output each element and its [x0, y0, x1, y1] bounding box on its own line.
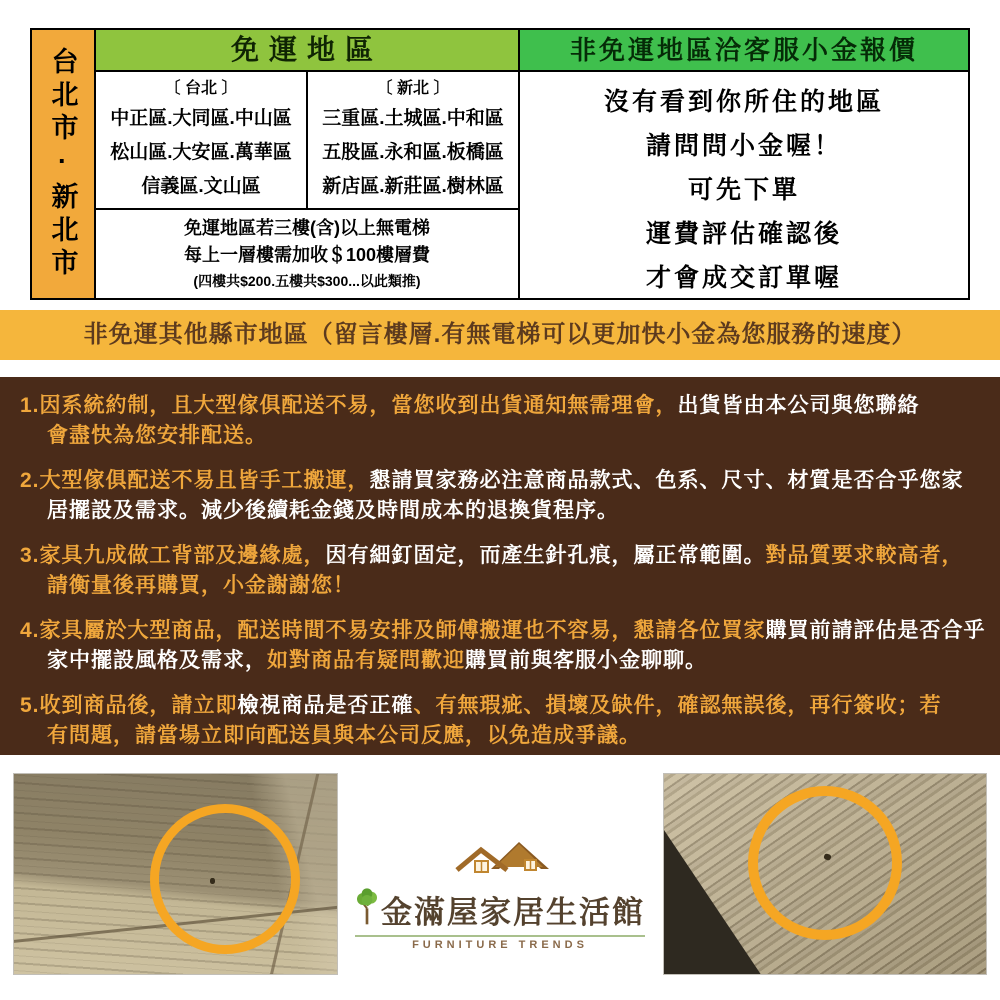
paid-lines-item: 可先下單: [687, 176, 800, 204]
tree-icon: [355, 879, 379, 935]
shipping-table: [30, 28, 970, 300]
note-item: [20, 541, 984, 601]
region-sidebar: [32, 30, 96, 298]
note-text-segment: 4.家具屬於大型商品，配送時間不易安排及師傅搬運也不容易，懇請各位買家: [20, 619, 766, 642]
note-line: [47, 496, 984, 526]
paid-shipping-header: 非免運地區洽客服小金報價: [520, 30, 968, 72]
note-item: [20, 391, 984, 451]
taipei-column: [96, 72, 308, 208]
note-text-segment: 有問題，請當場立即向配送員與本公司反應，以免造成爭議。: [47, 724, 641, 747]
logo-row: [355, 879, 645, 932]
xinbei-title: 〔 新北 〕: [376, 80, 450, 97]
note-line: [47, 646, 984, 676]
note-text-segment: 請衡量後再購買，小金謝謝您！: [47, 574, 355, 597]
note-line: [47, 421, 984, 451]
note-text-segment: 會盡快為您安排配送。: [47, 424, 267, 447]
note-item: [20, 466, 984, 526]
district-columns: [96, 72, 518, 210]
note-text-segment: 3.家具九成做工背部及邊緣處，: [20, 544, 326, 567]
free-shipping-section: [96, 30, 518, 298]
taipei-lines-item: 信義區.文山區: [141, 176, 261, 197]
taipei-lines-item: 中正區.大同區.中山區: [110, 108, 292, 129]
paid-lines-item: 才會成交訂單喔: [645, 264, 842, 292]
note-text-segment: 家中擺設風格及需求，: [47, 649, 267, 672]
note-text-segment: 2.大型傢俱配送不易且皆手工搬運，: [20, 469, 370, 492]
note-line: [47, 721, 984, 751]
delivery-notes-section: [0, 377, 1000, 755]
note-text-segment: 對品質要求較高者，: [765, 544, 964, 567]
floor-lines-item: 每上一層樓需加收＄100樓層費: [183, 245, 431, 265]
note-text-segment: 因有細釘固定，而產生針孔痕，屬正常範圍。: [325, 544, 766, 567]
note-text-segment: 、有無瑕疵、損壞及缺件，確認無誤後，再行簽收；若: [413, 694, 942, 717]
note-line: [20, 616, 984, 646]
region-label: 台北市·新北市: [47, 47, 78, 281]
floor-lines-item: 免運地區若三樓(含)以上無電梯: [184, 218, 430, 238]
note-line: [47, 571, 984, 601]
xinbei-lines-item: 新店區.新莊區.樹林區: [322, 176, 504, 197]
note-text-segment: 購買前請評估是否合乎: [765, 619, 986, 642]
floor-fee-note: [96, 210, 518, 298]
logo-underline: [355, 935, 645, 937]
note-text-segment: 居擺設及需求。減少後續耗金錢及時間成本的退換貨程序。: [47, 499, 619, 522]
bottom-section: [0, 755, 1000, 1000]
taipei-title: 〔 台北 〕: [164, 80, 238, 97]
logo-name: 金滿屋家居生活館: [381, 895, 645, 930]
note-line: [20, 466, 984, 496]
note-line: [20, 391, 984, 421]
note-text-segment: 購買前與客服小金聊聊。: [465, 649, 707, 672]
paid-shipping-body: [520, 72, 968, 300]
wood-photo-left: [13, 773, 338, 975]
taipei-district-list: [96, 102, 306, 204]
paid-lines-item: 運費評估確認後: [645, 220, 842, 248]
note-text-segment: 檢視商品是否正確: [237, 694, 414, 717]
note-line: [20, 541, 984, 571]
highlight-circle-icon: [748, 786, 902, 940]
xinbei-district-list: [308, 102, 518, 204]
taipei-lines-item: 松山區.大安區.萬華區: [110, 142, 292, 163]
paid-shipping-section: [518, 30, 968, 298]
highlight-circle-icon: [150, 804, 300, 954]
other-region-banner: 非免運其他縣市地區（留言樓層.有無電梯可以更加快小金為您服務的速度）: [0, 310, 1000, 360]
note-line: [20, 691, 984, 721]
logo-subtitle: FURNITURE TRENDS: [412, 939, 588, 951]
store-logo: [355, 837, 645, 951]
note-text-segment: 懇請買家務必注意商品款式、色系、尺寸、材質是否合乎您家: [369, 469, 964, 492]
note-item: [20, 616, 984, 676]
paid-lines-item: 沒有看到你所住的地區: [603, 88, 884, 116]
xinbei-column: [308, 72, 518, 208]
note-text-segment: 如對商品有疑問歡迎: [267, 649, 465, 672]
floor-lines-item: (四樓共$200.五樓共$300...以此類推): [193, 273, 421, 289]
note-item: [20, 691, 984, 751]
wood-photo-right: [663, 773, 987, 975]
note-text-segment: 1.因系統約制，且大型傢俱配送不易，當您收到出貨通知無需理會，: [20, 394, 678, 417]
roof-icon: [355, 837, 645, 879]
paid-lines-item: 請問問小金喔！: [645, 132, 842, 160]
xinbei-lines-item: 三重區.土城區.中和區: [322, 108, 504, 129]
xinbei-lines-item: 五股區.永和區.板橋區: [322, 142, 504, 163]
note-text-segment: 5.收到商品後，請立即: [20, 694, 238, 717]
free-shipping-header: 免運地區: [96, 30, 518, 72]
note-text-segment: 出貨皆由本公司與您聯絡: [677, 394, 920, 417]
